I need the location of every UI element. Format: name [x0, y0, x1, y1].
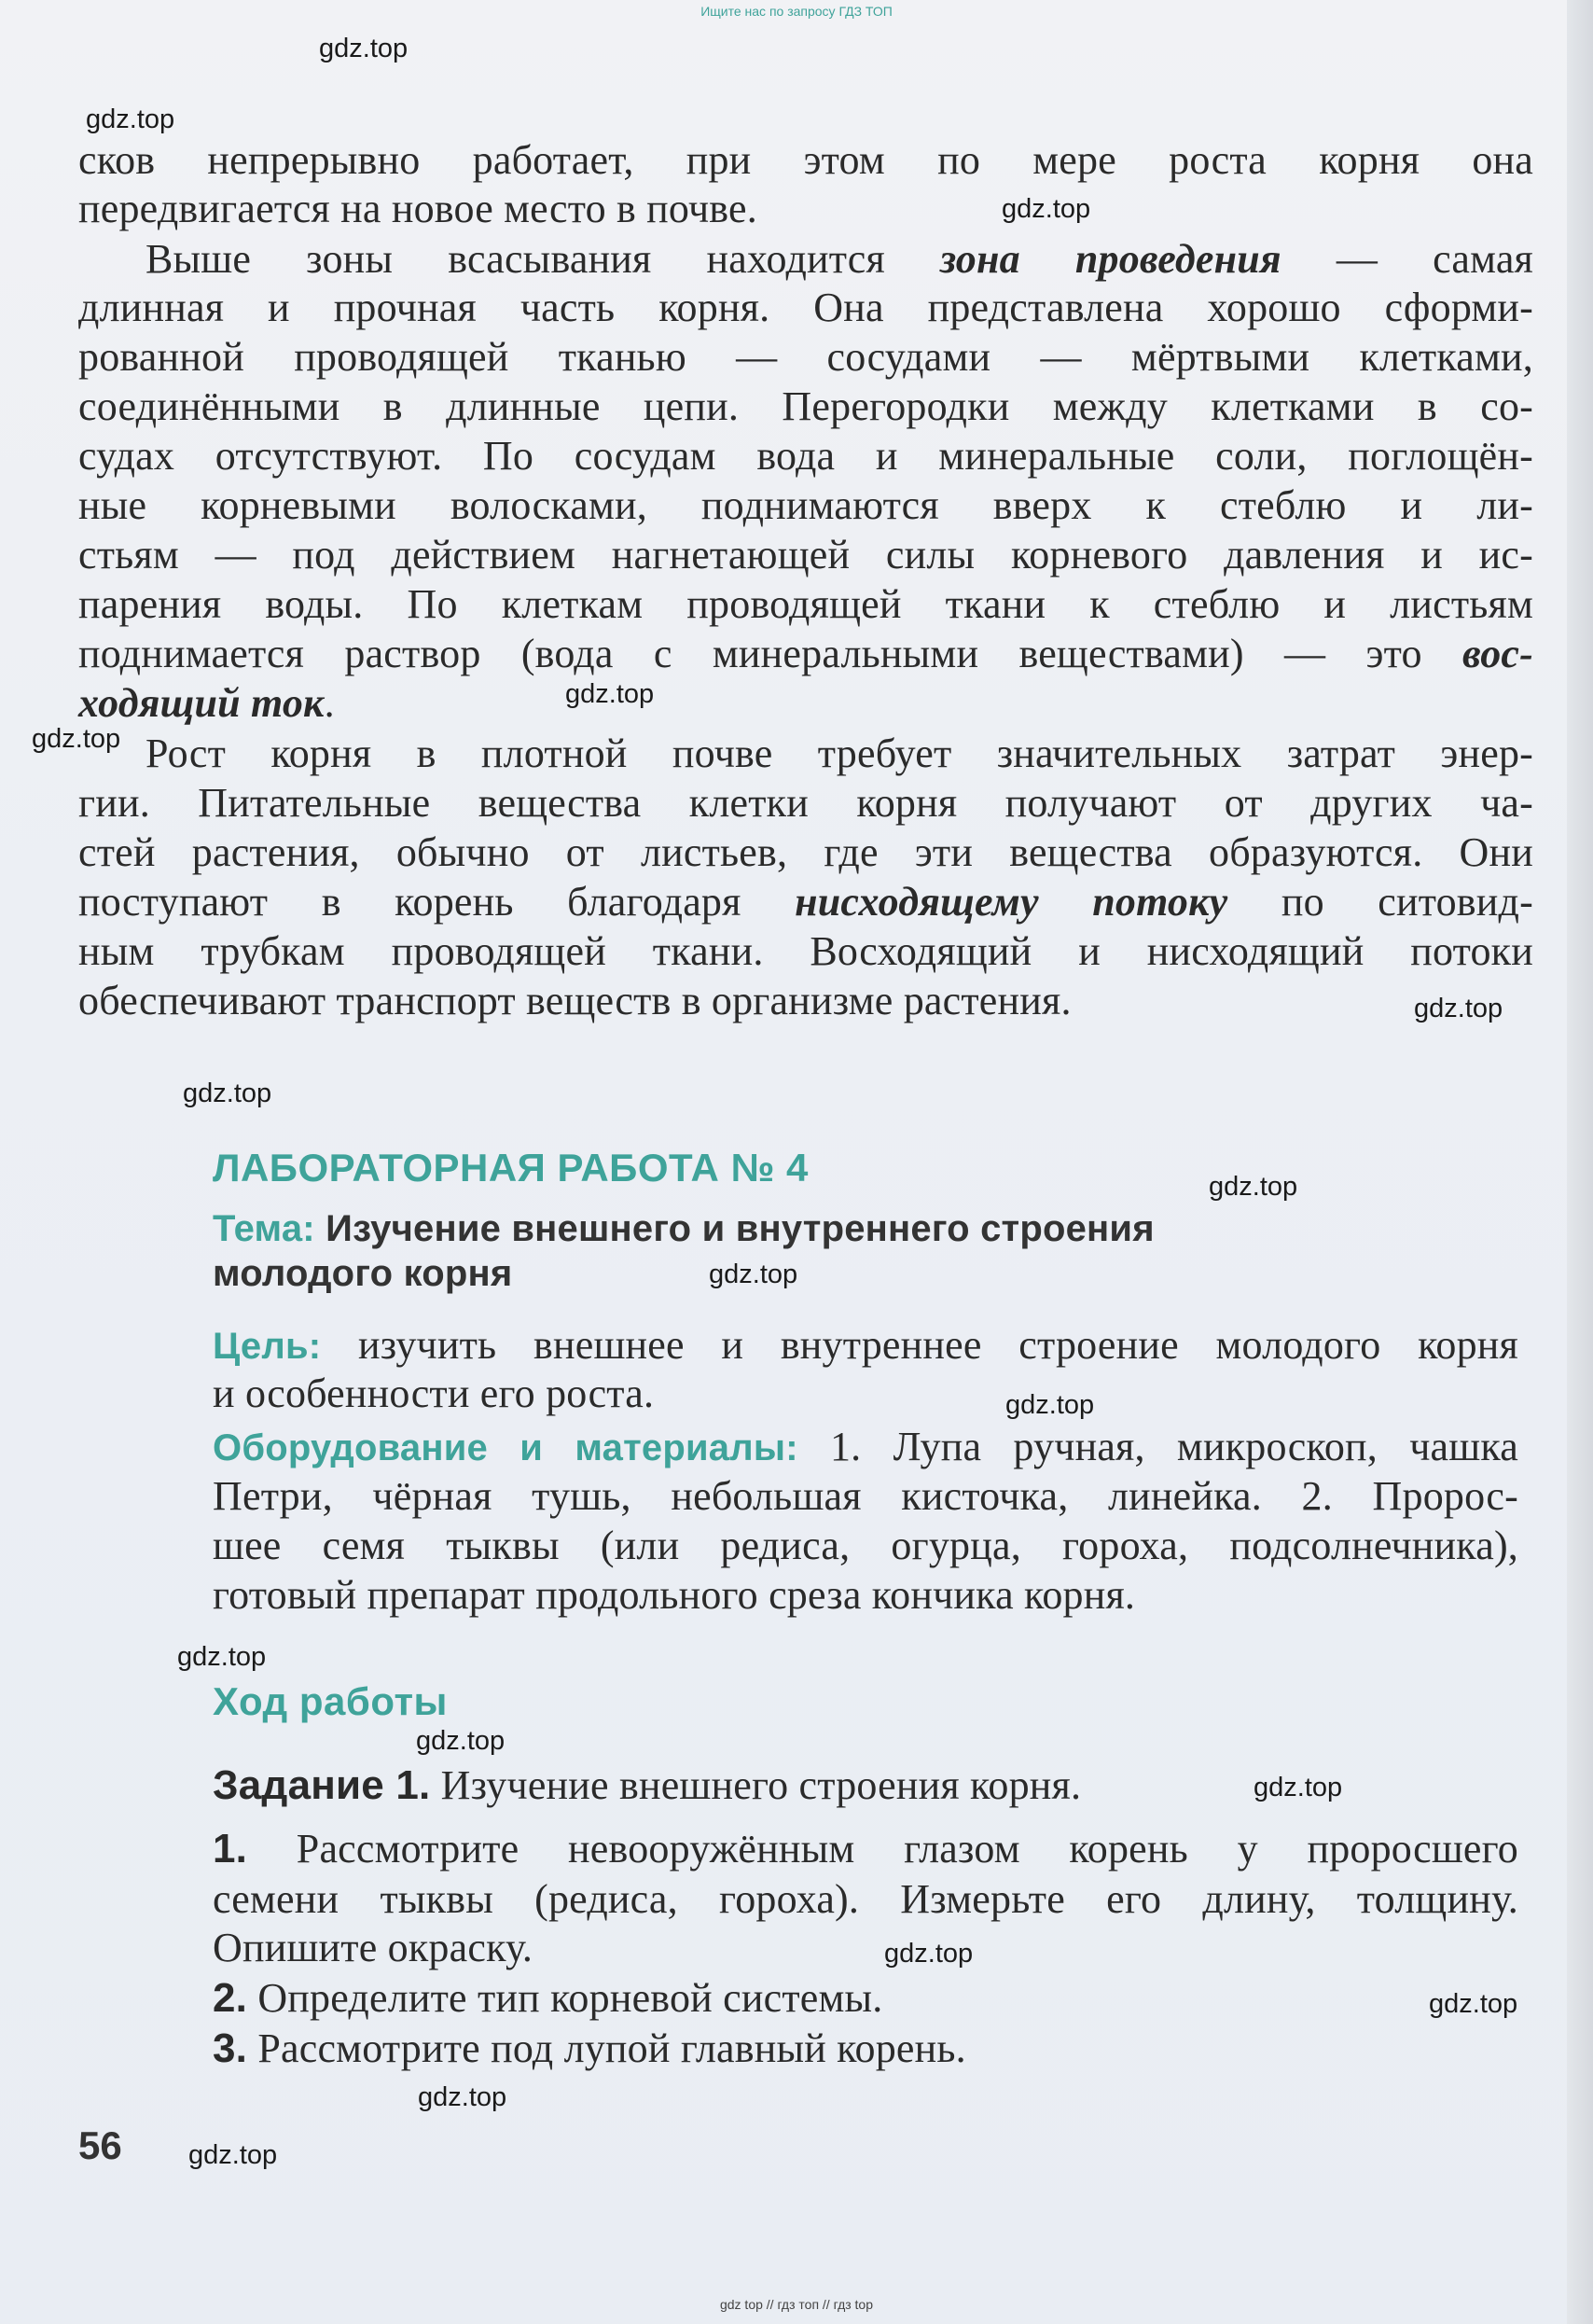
equipment-label: Оборудование и материалы: — [213, 1427, 798, 1468]
step-number: 3. — [213, 2025, 248, 2071]
top-note: Ищите нас по запросу ГДЗ ТОП — [700, 4, 893, 19]
watermark: gdz.top — [177, 1642, 267, 1672]
watermark: gdz.top — [1209, 1172, 1298, 1202]
watermark: gdz.top — [1002, 194, 1091, 224]
topic-label: Тема: — [213, 1208, 315, 1249]
step-1: 1. Рассмотрите невооружённым глазом корень у проросшего — [213, 1826, 1518, 1872]
term-descending-flow: нисходящему потоку — [795, 879, 1228, 925]
para2-line: парения воды. По клеткам проводящей ткани к стеблю и листьям — [78, 581, 1533, 627]
para2-line: соединёнными в длинные цепи. Перегородки между клетками в со- — [78, 383, 1533, 429]
watermark: gdz.top — [1429, 1989, 1518, 2019]
task-label: Задание 1. — [213, 1762, 431, 1808]
para2-line: рованной проводящей тканью — сосудами — мёртвыми клетками, — [78, 334, 1533, 380]
step-3: 3. Рассмотрите под лупой главный корень. — [213, 2025, 966, 2071]
watermark: gdz.top — [32, 724, 121, 754]
step-number: 1. — [213, 1826, 248, 1872]
watermark: gdz.top — [319, 34, 409, 63]
term-conduction-zone: зона проведения — [939, 236, 1281, 282]
lab-topic: Тема: Изучение внешнего и внутреннего строения — [213, 1208, 1155, 1249]
lab-equipment-line: шее семя тыквы (или редиса, огурца, гороха, подсолнечника), — [213, 1523, 1518, 1568]
term-ascending-flow: вос- — [1461, 631, 1533, 676]
watermark: gdz.top — [709, 1259, 798, 1289]
para3-line: гии. Питательные вещества клетки корня получают от других ча- — [78, 780, 1533, 826]
goal-label: Цель: — [213, 1326, 322, 1367]
watermark: gdz.top — [418, 2082, 507, 2112]
para3-line: стей растения, обычно от листьев, где эти вещества образуются. Они — [78, 829, 1533, 875]
para2-line: поднимается раствор (вода с минеральными веществами) — это вос- — [78, 631, 1533, 676]
watermark: gdz.top — [188, 2140, 278, 2170]
para1-line: передвигается на новое место в почве. — [78, 186, 757, 231]
lab-equipment-line: готовый препарат продольного среза кончика корня. — [213, 1572, 1136, 1618]
watermark: gdz.top — [86, 104, 175, 134]
watermark: gdz.top — [1254, 1773, 1343, 1802]
lab-topic-line2: молодого корня — [213, 1253, 513, 1294]
watermark: gdz.top — [1005, 1390, 1095, 1420]
para2-line: длинная и прочная часть корня. Она представлена хорошо сформи- — [78, 285, 1533, 330]
para2-line: ные корневыми волосками, поднимаются вверх к стеблю и ли- — [78, 482, 1533, 528]
lab-equipment-line: Петри, чёрная тушь, небольшая кисточка, линейка. 2. Пророс- — [213, 1473, 1518, 1519]
lab-goal-line2: и особенности его роста. — [213, 1371, 655, 1416]
watermark: gdz.top — [1414, 994, 1503, 1023]
para3-line: поступают в корень благодаря нисходящему потоку по ситовид- — [78, 879, 1533, 925]
term-ascending-flow-end: ходящий ток — [78, 680, 325, 726]
lab-equipment: Оборудование и материалы: 1. Лупа ручная, микроскоп, чашка — [213, 1424, 1518, 1469]
para1-line: сков непрерывно работает, при этом по мере роста корня она — [78, 137, 1533, 183]
para2-line: Выше зоны всасывания находится зона проведения — самая — [145, 236, 1533, 282]
step-2: 2. Определите тип корневой системы. — [213, 1975, 883, 2021]
para3-line: обеспечивают транспорт веществ в организме растения. — [78, 978, 1072, 1023]
bottom-note: gdz top // гдз топ // гдз top — [719, 2297, 874, 2312]
para2-line: стьям — под действием нагнетающей силы корневого давления и ис- — [78, 532, 1533, 578]
step-number: 2. — [213, 1975, 248, 2021]
watermark: gdz.top — [183, 1079, 272, 1108]
para2-line: ходящий ток. — [78, 680, 335, 726]
task-1: Задание 1. Изучение внешнего строения корня. — [213, 1762, 1082, 1808]
step-1-line: семени тыквы (редиса, гороха). Измерьте его длину, толщину. — [213, 1876, 1518, 1922]
watermark: gdz.top — [565, 679, 655, 709]
page-number: 56 — [78, 2123, 122, 2167]
para3-line: ным трубкам проводящей ткани. Восходящий и нисходящий потоки — [78, 928, 1533, 974]
watermark: gdz.top — [416, 1726, 506, 1756]
para2-line: судах отсутствуют. По сосудам вода и минеральные соли, поглощён- — [78, 433, 1533, 479]
page-edge — [1567, 0, 1593, 2324]
lab-title: ЛАБОРАТОРНАЯ РАБОТА № 4 — [213, 1146, 809, 1190]
para3-line: Рост корня в плотной почве требует значительных затрат энер- — [145, 731, 1533, 776]
progress-title: Ход работы — [213, 1679, 448, 1723]
lab-goal: Цель: изучить внешнее и внутреннее строение молодого корня — [213, 1322, 1518, 1368]
step-1-line: Опишите окраску. — [213, 1925, 533, 1970]
watermark: gdz.top — [884, 1939, 974, 1969]
